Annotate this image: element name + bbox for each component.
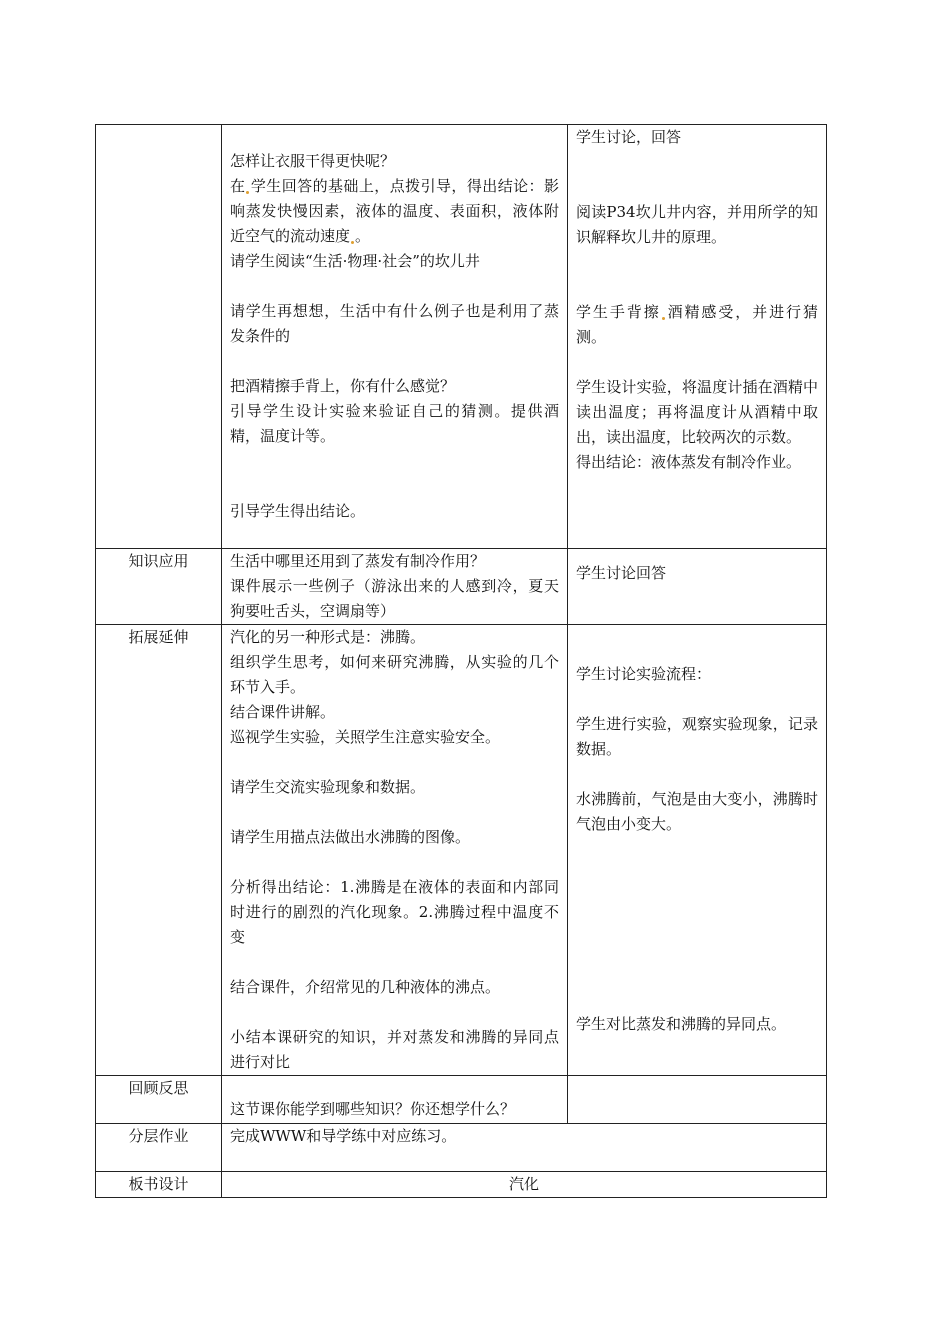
- teacher-activity-cell: [222, 125, 568, 549]
- teacher-text: 结合课件讲解。: [230, 703, 336, 721]
- teacher-activity-cell: [222, 549, 568, 625]
- teacher-text: 生活中哪里还用到了蒸发有制冷作用？: [230, 552, 486, 570]
- student-activity-cell: [568, 625, 827, 1076]
- teacher-activity-cell: [222, 625, 568, 1076]
- teacher-text: 把酒精擦手背上，你有什么感觉？: [230, 377, 456, 395]
- teacher-text: 小结本课研究的知识，并对蒸发和沸腾的异同点进行对比: [230, 1028, 559, 1071]
- row-label: 板书设计: [96, 1172, 222, 1198]
- student-text: 学生讨论实验流程：: [576, 665, 712, 683]
- student-text: 学生讨论回答: [576, 564, 667, 582]
- row-label: 拓展延伸: [96, 625, 222, 1076]
- table-row: [96, 1172, 827, 1198]
- teacher-text: 这节课你能学到哪些知识？你还想学什么？: [230, 1100, 516, 1118]
- teacher-text: 请学生交流实验现象和数据。: [230, 778, 426, 796]
- homework-text: 完成WWW和导学练中对应练习。: [230, 1127, 457, 1145]
- teacher-text: 怎样让衣服干得更快呢？: [230, 152, 396, 170]
- teacher-text: 在 学生回答的基础上，点拨引导，得出结论：影响蒸发快慢因素，液体的温度、表面积，液体附近空气的流动速度 。: [230, 177, 559, 245]
- student-text: 学生对比蒸发和沸腾的异同点。: [576, 1015, 787, 1033]
- student-text: 学生设计实验，将温度计插在酒精中读出温度；再将温度计从酒精中取出，读出温度，比较两次的示数。: [576, 378, 818, 446]
- student-text: 得出结论：液体蒸发有制冷作业。: [576, 453, 802, 471]
- row-label: [96, 125, 222, 549]
- teacher-text: 请学生用描点法做出水沸腾的图像。: [230, 828, 471, 846]
- teacher-text: 结合课件，介绍常见的几种液体的沸点。: [230, 978, 501, 996]
- student-activity-cell: [568, 125, 827, 549]
- highlight-mark: [246, 191, 249, 194]
- table-row: [96, 549, 827, 625]
- table-row: [96, 625, 827, 1076]
- teacher-text: 分析得出结论：1.沸腾是在液体的表面和内部同时进行的剧烈的汽化现象。2.沸腾过程中温度不变: [230, 878, 559, 946]
- table-row: [96, 1124, 827, 1172]
- row-label: 知识应用: [96, 549, 222, 625]
- teacher-text: 引导学生得出结论。: [230, 502, 366, 520]
- student-text: 学生手背擦 酒精感受，并进行猜测。: [576, 303, 818, 346]
- student-text: 阅读P34坎儿井内容，并用所学的知识解释坎儿井的原理。: [576, 203, 818, 246]
- teacher-text: 课件展示一些例子（游泳出来的人感到冷，夏天狗要吐舌头，空调扇等）: [230, 577, 559, 620]
- teacher-text: 请学生再想想，生活中有什么例子也是利用了蒸发条件的: [230, 302, 559, 345]
- table-row: [96, 1076, 827, 1124]
- teacher-text: 组织学生思考，如何来研究沸腾，从实验的几个环节入手。: [230, 653, 559, 696]
- student-activity-cell: [568, 549, 827, 625]
- highlight-mark: [662, 317, 665, 320]
- row-label: 分层作业: [96, 1124, 222, 1172]
- teacher-activity-cell: [222, 1076, 568, 1124]
- lesson-plan-table: [95, 124, 827, 1198]
- student-text: 学生进行实验，观察实验现象，记录数据。: [576, 715, 818, 758]
- highlight-mark: [351, 241, 354, 244]
- homework-cell: [222, 1124, 827, 1172]
- student-activity-cell: [568, 1076, 827, 1124]
- teacher-text: 引导学生设计实验来验证自己的猜测。提供酒精，温度计等。: [230, 402, 559, 445]
- teacher-text: 巡视学生实验，关照学生注意实验安全。: [230, 728, 501, 746]
- teacher-text: 汽化的另一种形式是：沸腾。: [230, 628, 426, 646]
- board-design-cell: 汽化: [222, 1172, 827, 1198]
- teacher-text: 请学生阅读“生活·物理·社会”的坎儿井: [230, 252, 480, 270]
- table-row: [96, 125, 827, 549]
- student-text: 水沸腾前，气泡是由大变小，沸腾时气泡由小变大。: [576, 790, 818, 833]
- row-label: 回顾反思: [96, 1076, 222, 1124]
- student-text: 学生讨论，回答: [576, 128, 682, 146]
